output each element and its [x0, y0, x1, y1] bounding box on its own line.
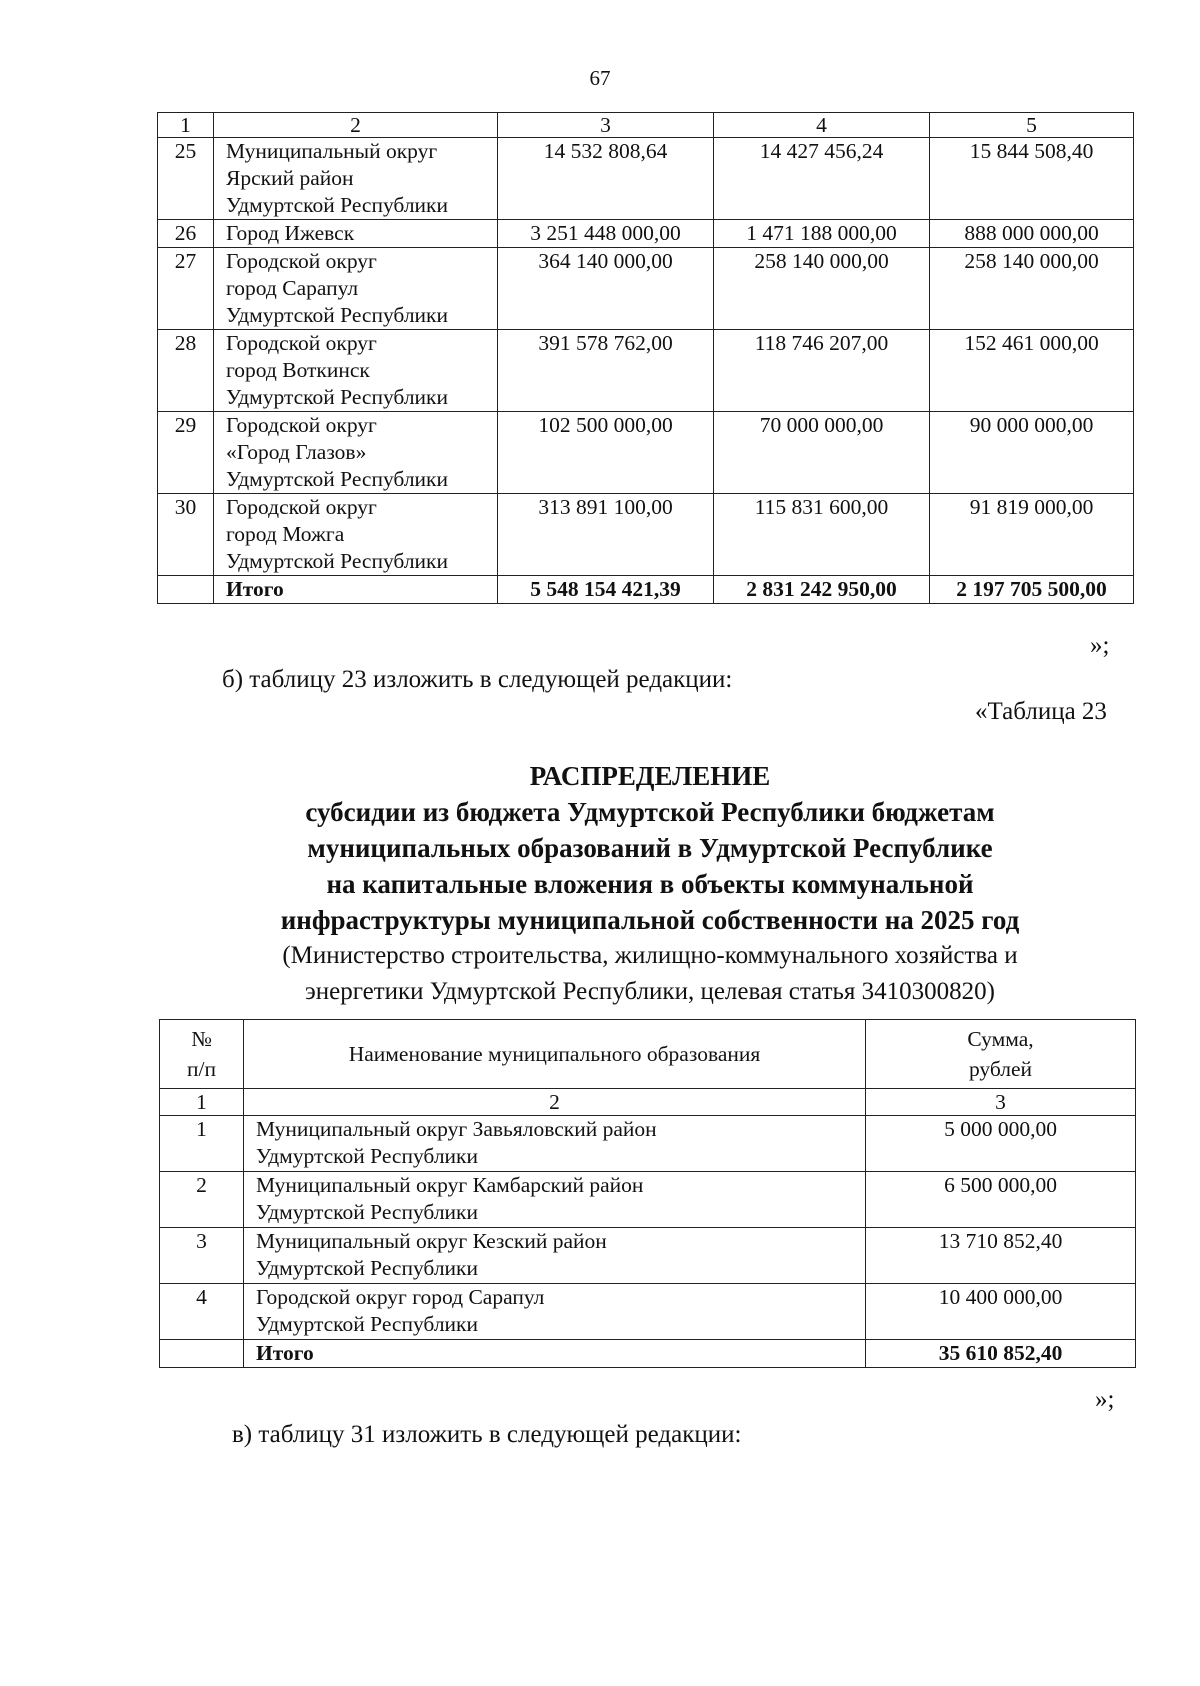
header-name: Наименование муниципального образования	[244, 1020, 866, 1089]
row-number: 2	[160, 1172, 244, 1228]
amount-col5: 90 000 000,00	[930, 412, 1134, 494]
municipality-name: Муниципальный округ Завьяловский район Удмуртской Республики	[244, 1116, 866, 1172]
table-header-row	[158, 113, 1134, 138]
table-row	[160, 1284, 1136, 1340]
heading-line: инфраструктуры муниципальной собственности на 2025 год	[280, 905, 1020, 935]
header-cell: 5	[930, 113, 1134, 138]
total-label: Итого	[214, 576, 498, 604]
amount-col3: 14 532 808,64	[498, 138, 714, 220]
sum-value: 13 710 852,40	[866, 1228, 1136, 1284]
municipality-name: Городской округ «Город Глазов» Удмуртской Республики	[214, 412, 498, 494]
empty-cell	[158, 576, 214, 604]
amount-col3: 313 891 100,00	[498, 494, 714, 576]
index-cell: 1	[160, 1089, 244, 1116]
page-number: 67	[589, 66, 611, 90]
amount-col5: 888 000 000,00	[930, 220, 1134, 248]
row-number: 29	[158, 412, 214, 494]
table-header-row	[160, 1020, 1136, 1089]
index-cell: 3	[866, 1089, 1136, 1116]
row-number: 26	[158, 220, 214, 248]
amount-col5: 258 140 000,00	[930, 248, 1134, 330]
header-cell: 4	[714, 113, 930, 138]
total-col5: 2 197 705 500,00	[930, 576, 1134, 604]
municipality-name: Город Ижевск	[214, 220, 498, 248]
header-cell: 1	[158, 113, 214, 138]
table-row	[158, 494, 1134, 576]
header-cell: 3	[498, 113, 714, 138]
header-cell: 2	[214, 113, 498, 138]
amount-col4: 118 746 207,00	[714, 330, 930, 412]
municipality-name: Муниципальный округ Кезский район Удмуртской Республики	[244, 1228, 866, 1284]
municipality-name: Городской округ город Можга Удмуртской Республики	[214, 494, 498, 576]
header-number: № п/п	[160, 1020, 244, 1089]
amount-col3: 3 251 448 000,00	[498, 220, 714, 248]
total-col4: 2 831 242 950,00	[714, 576, 930, 604]
paragraph-b: б) таблицу 23 изложить в следующей редакции:	[222, 666, 733, 693]
paragraph-v: в) таблицу 31 изложить в следующей редакции:	[232, 1421, 742, 1448]
subsidy-distribution-table	[159, 1019, 1136, 1368]
amount-col3: 102 500 000,00	[498, 412, 714, 494]
table-row	[158, 248, 1134, 330]
amount-col4: 115 831 600,00	[714, 494, 930, 576]
amount-col5: 152 461 000,00	[930, 330, 1134, 412]
row-number: 30	[158, 494, 214, 576]
municipality-name: Городской округ город Сарапул Удмуртской Республики	[214, 248, 498, 330]
row-number: 25	[158, 138, 214, 220]
table-label: «Таблица 23	[975, 698, 1107, 725]
table-row	[158, 412, 1134, 494]
amount-col4: 1 471 188 000,00	[714, 220, 930, 248]
municipality-name: Муниципальный округ Ярский район Удмуртской Республики	[214, 138, 498, 220]
table-row	[158, 330, 1134, 412]
municipality-name: Городской округ город Сарапул Удмуртской Республики	[244, 1284, 866, 1340]
amount-col4: 70 000 000,00	[714, 412, 930, 494]
table-row	[160, 1116, 1136, 1172]
table-row	[160, 1228, 1136, 1284]
table-row	[160, 1172, 1136, 1228]
amount-col4: 14 427 456,24	[714, 138, 930, 220]
total-sum: 35 610 852,40	[866, 1340, 1136, 1368]
amount-col3: 364 140 000,00	[498, 248, 714, 330]
closing-quote: »;	[1090, 632, 1110, 659]
heading-subline: (Министерство строительства, жилищно-коммунального хозяйства и	[282, 942, 1018, 969]
sum-value: 5 000 000,00	[866, 1116, 1136, 1172]
index-cell: 2	[244, 1089, 866, 1116]
table-row	[158, 138, 1134, 220]
row-number: 28	[158, 330, 214, 412]
table-row	[158, 220, 1134, 248]
heading-subline: энергетики Удмуртской Республики, целевая статья 3410300820)	[304, 978, 995, 1005]
total-row	[158, 576, 1134, 604]
budget-table-continuation	[157, 112, 1134, 604]
sum-value: 10 400 000,00	[866, 1284, 1136, 1340]
row-number: 4	[160, 1284, 244, 1340]
heading-title: РАСПРЕДЕЛЕНИЕ	[529, 761, 771, 791]
header-sum: Сумма, рублей	[866, 1020, 1136, 1089]
row-number: 1	[160, 1116, 244, 1172]
total-col3: 5 548 154 421,39	[498, 576, 714, 604]
municipality-name: Городской округ город Воткинск Удмуртской Республики	[214, 330, 498, 412]
heading-line: муниципальных образований в Удмуртской Республике	[307, 833, 993, 863]
closing-quote: »;	[1095, 1386, 1115, 1413]
heading-line: на капитальные вложения в объекты коммунальной	[326, 869, 974, 899]
sum-value: 6 500 000,00	[866, 1172, 1136, 1228]
total-row	[160, 1340, 1136, 1368]
row-number: 3	[160, 1228, 244, 1284]
index-row	[160, 1089, 1136, 1116]
empty-cell	[160, 1340, 244, 1368]
amount-col5: 91 819 000,00	[930, 494, 1134, 576]
total-label: Итого	[244, 1340, 866, 1368]
amount-col5: 15 844 508,40	[930, 138, 1134, 220]
municipality-name: Муниципальный округ Камбарский район Удмуртской Республики	[244, 1172, 866, 1228]
heading-line: субсидии из бюджета Удмуртской Республики бюджетам	[305, 797, 995, 827]
amount-col3: 391 578 762,00	[498, 330, 714, 412]
row-number: 27	[158, 248, 214, 330]
amount-col4: 258 140 000,00	[714, 248, 930, 330]
